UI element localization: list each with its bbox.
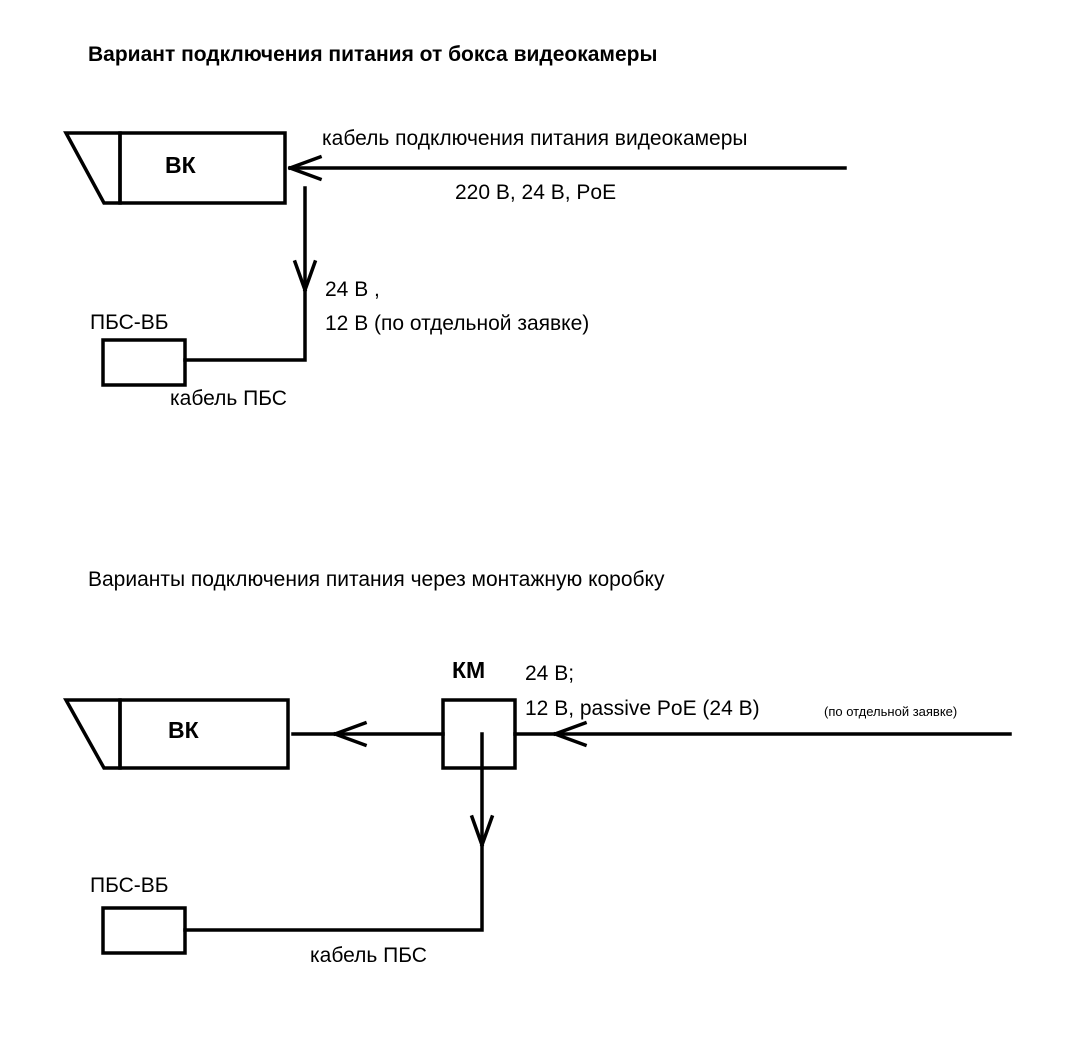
km-label: КМ [452,657,486,683]
pbs-box-bottom [103,908,185,953]
voltage-line-2-bottom: 12 В, passive PoE (24 В) [525,697,760,720]
camera-lens-top [66,133,120,203]
camera-body-bottom [120,700,288,768]
pbs-cable-label-top: кабель ПБС [170,387,287,410]
camera-lens-bottom [66,700,120,768]
voltage-note-bottom: (по отдельной заявке) [824,704,958,719]
power-cable-label-top: кабель подключения питания видеокамеры [322,127,748,150]
branch-voltage-2-top: 12 В (по отдельной заявке) [325,312,590,335]
camera-body-top [120,133,285,203]
branch-voltage-1-top: 24 В , [325,278,380,301]
title-bottom: Варианты подключения питания через монтажную коробку [88,568,665,591]
pbs-label-bottom: ПБС-ВБ [90,874,169,897]
title-top: Вариант подключения питания от бокса видеокамеры [88,43,658,66]
pbs-branch-line-top [185,188,305,360]
pbs-label-top: ПБС-ВБ [90,311,169,334]
pbs-cable-label-bottom: кабель ПБС [310,944,427,967]
pbs-box-top [103,340,185,385]
camera-label-bottom: ВК [168,717,199,743]
km-to-pbs-line [185,734,482,930]
power-cable-voltages-top: 220 В, 24 В, PoE [455,181,617,204]
voltage-line-1-bottom: 24 В; [525,662,575,685]
junction-box-km [443,700,515,768]
camera-label-top: ВК [165,152,196,178]
